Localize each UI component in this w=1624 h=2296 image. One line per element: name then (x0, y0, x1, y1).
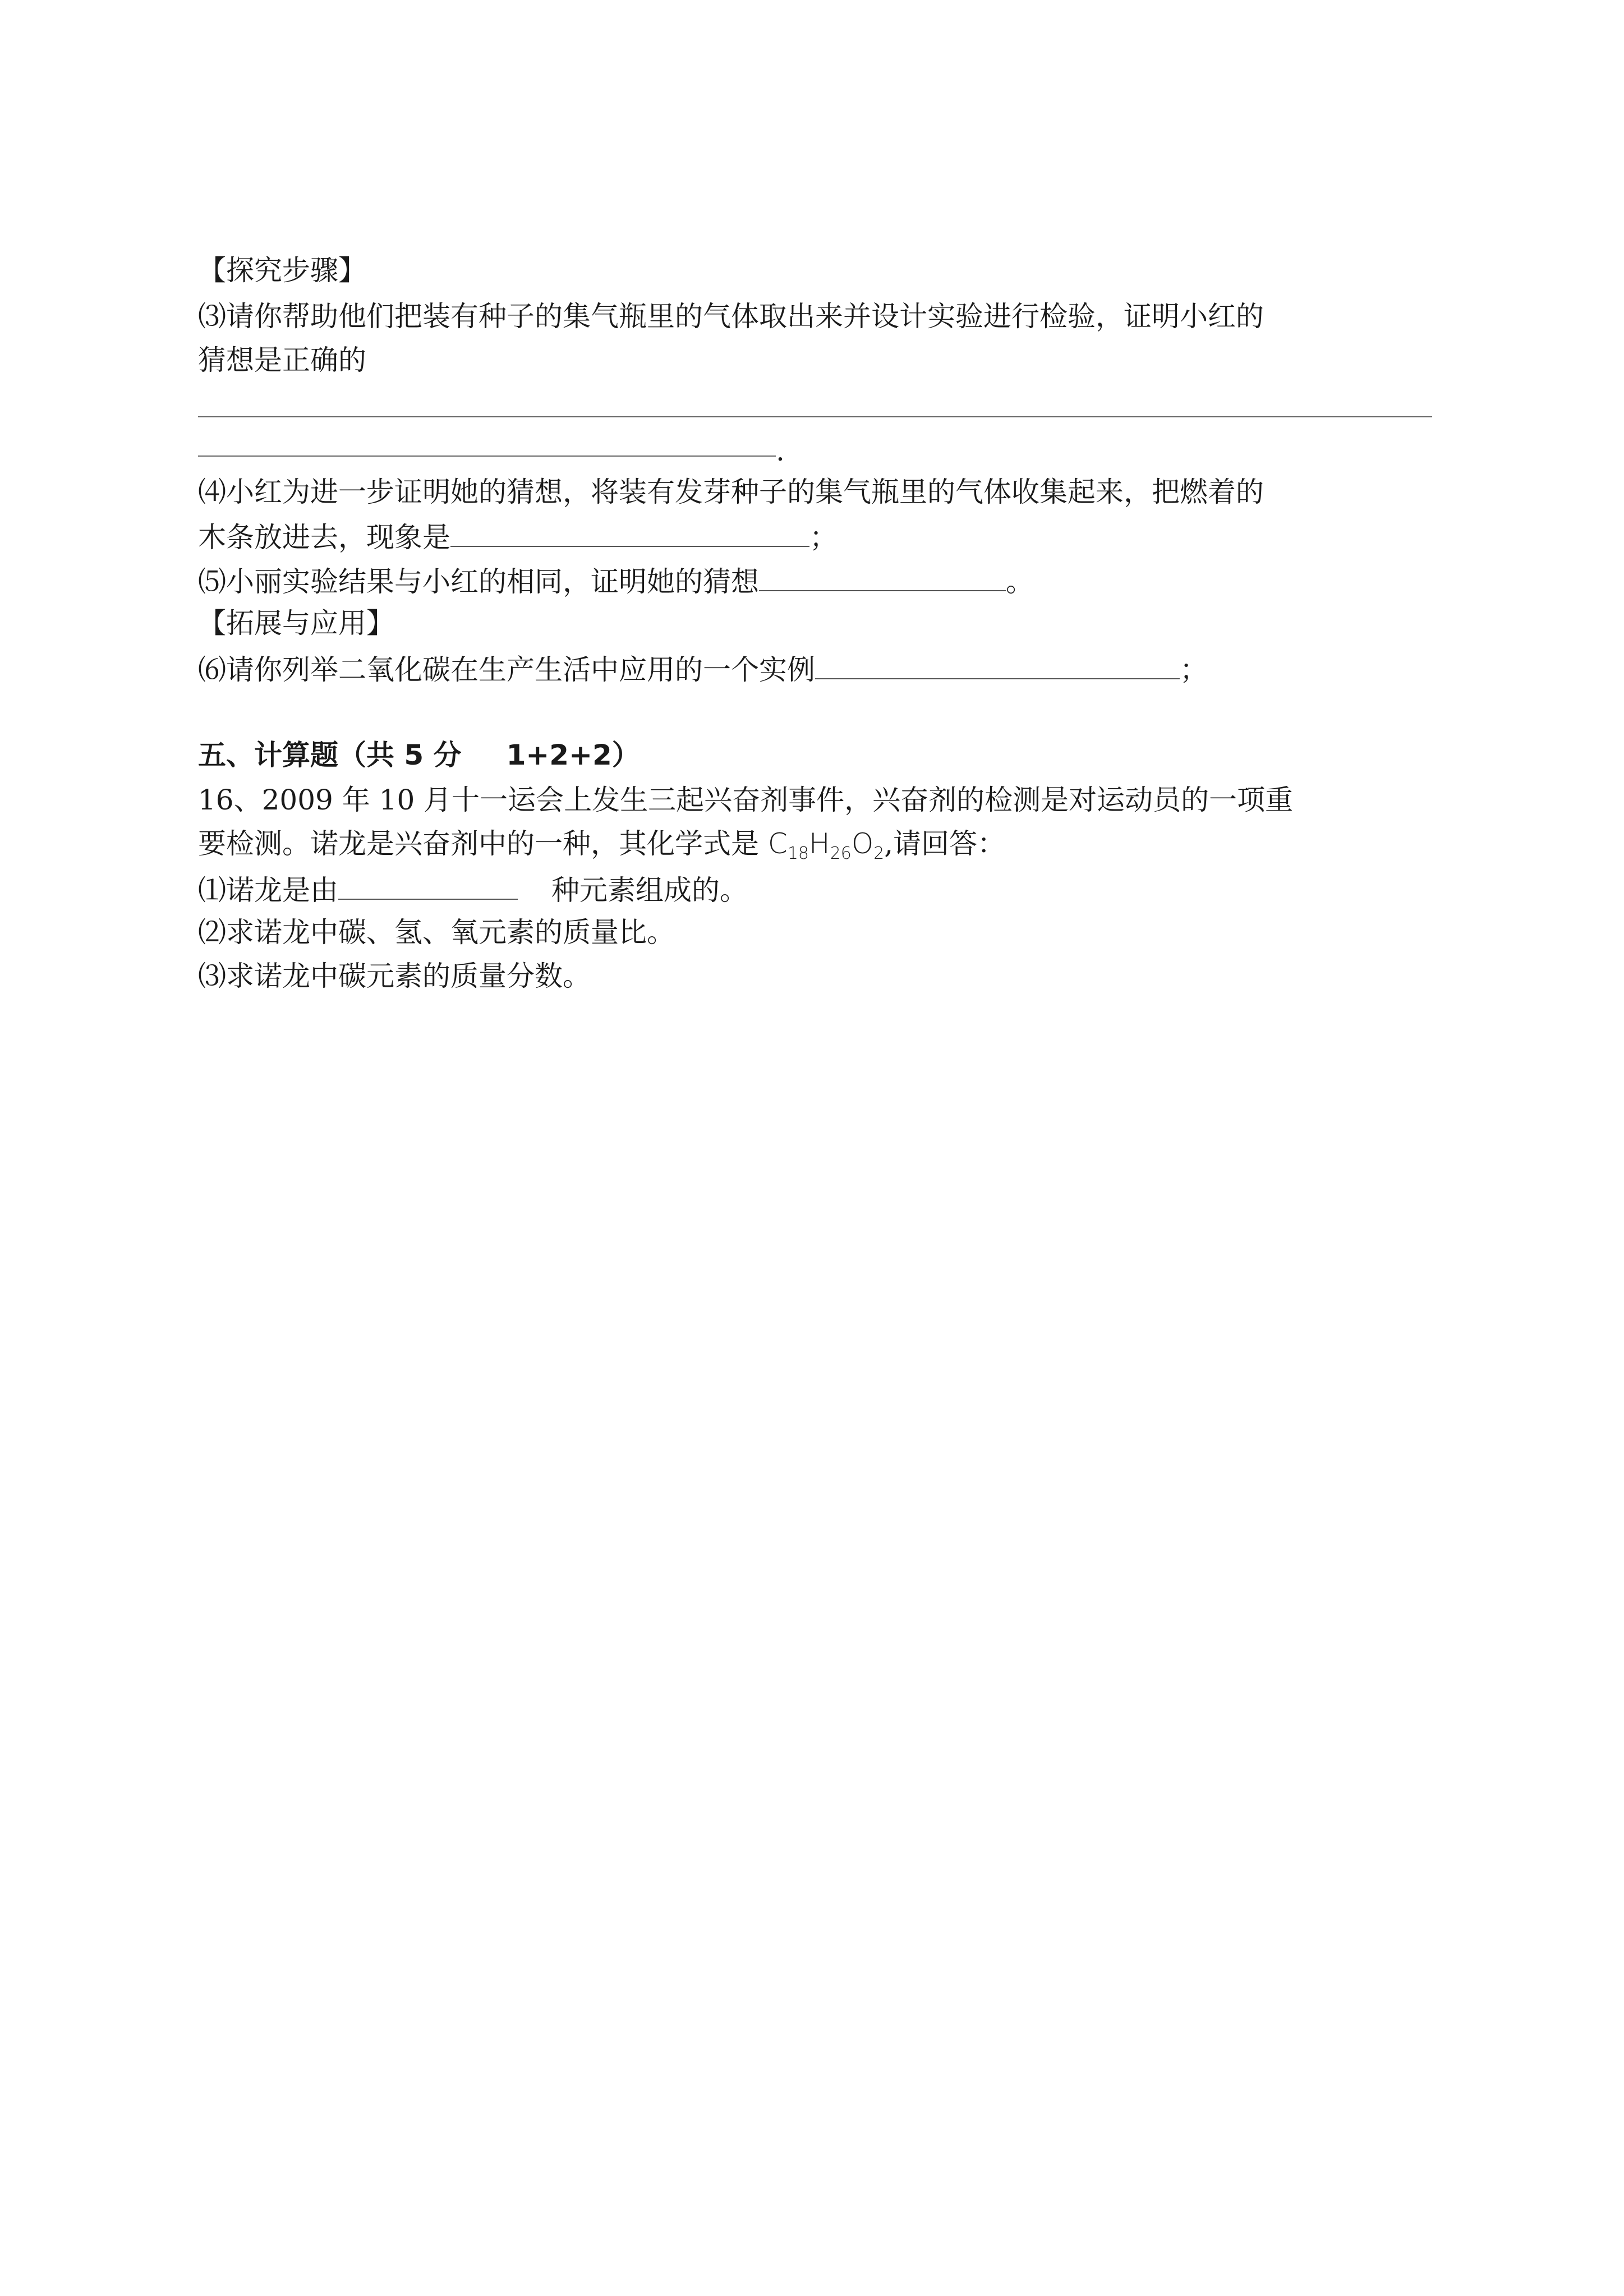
calc-section-heading (198, 736, 1443, 774)
question-3-line-2: 猜想是正确的 (198, 344, 366, 376)
question-16-line-1: 16、2009 年 10 月十一运会上发生三起兴奋剂事件，兴奋剂的检测是对运动员的一项重 (198, 784, 1294, 816)
sub-question-1-prefix: ⑴诺龙是由 (198, 874, 338, 907)
question-5-prefix: ⑸小丽实验结果与小红的相同，证明她的猜想 (198, 565, 759, 598)
formula-oxygen: O (851, 827, 874, 860)
sub-question-3: ⑶求诺龙中碳元素的质量分数。 (198, 960, 591, 992)
calc-heading-points: 1+2+2） (506, 739, 640, 771)
sub-question-1-answer-blank[interactable] (338, 869, 518, 900)
question-6-suffix: ； (1180, 654, 1208, 686)
answer-line-3a[interactable] (198, 416, 1432, 417)
answer-line-3b[interactable] (198, 455, 776, 457)
sub-question-2: ⑵求诺龙中碳、氢、氧元素的质量比。 (198, 916, 675, 949)
formula-carbon: C (767, 827, 788, 860)
extend-apply-heading: 【拓展与应用】 (198, 607, 394, 639)
formula-hydrogen-count: 26 (830, 844, 852, 863)
nandrolone-formula (767, 827, 885, 863)
formula-hydrogen: H (809, 827, 830, 860)
question-4-line-2 (198, 517, 1443, 556)
question-3-line-1: ⑶请你帮助他们把装有种子的集气瓶里的气体取出来并设计实验进行检验，证明小红的 (198, 300, 1264, 333)
formula-oxygen-count: 2 (873, 844, 885, 863)
question-5-line (198, 561, 1443, 601)
question-16-prefix: 要检测。诺龙是兴奋剂中的一种，其化学式是 (198, 827, 759, 860)
sub-question-1-suffix: 种元素组成的。 (551, 874, 748, 907)
question-4-line-1: ⑷小红为进一步证明她的猜想，将装有发芽种子的集气瓶里的气体收集起来，把燃着的 (198, 476, 1264, 508)
question-5-suffix: 。 (1006, 565, 1034, 598)
question-16-suffix: ,请回答： (884, 827, 1006, 860)
explore-steps-heading: 【探究步骤】 (198, 254, 366, 287)
question-16-line-2 (198, 825, 1443, 863)
question-5-answer-blank[interactable] (759, 561, 1006, 591)
formula-carbon-count: 18 (787, 844, 809, 863)
question-6-answer-blank[interactable] (815, 649, 1180, 679)
question-4-suffix: ； (809, 521, 838, 554)
question-4-answer-blank[interactable] (450, 517, 809, 547)
calc-heading-title: 五、计算题（共 5 分 (198, 739, 462, 771)
question-3-end-period: . (776, 435, 785, 467)
sub-question-1-line (198, 869, 1443, 909)
question-6-prefix: ⑹请你列举二氧化碳在生产生活中应用的一个实例 (198, 654, 815, 686)
question-6-line (198, 649, 1443, 689)
question-4-prefix: 木条放进去，现象是 (198, 521, 450, 554)
